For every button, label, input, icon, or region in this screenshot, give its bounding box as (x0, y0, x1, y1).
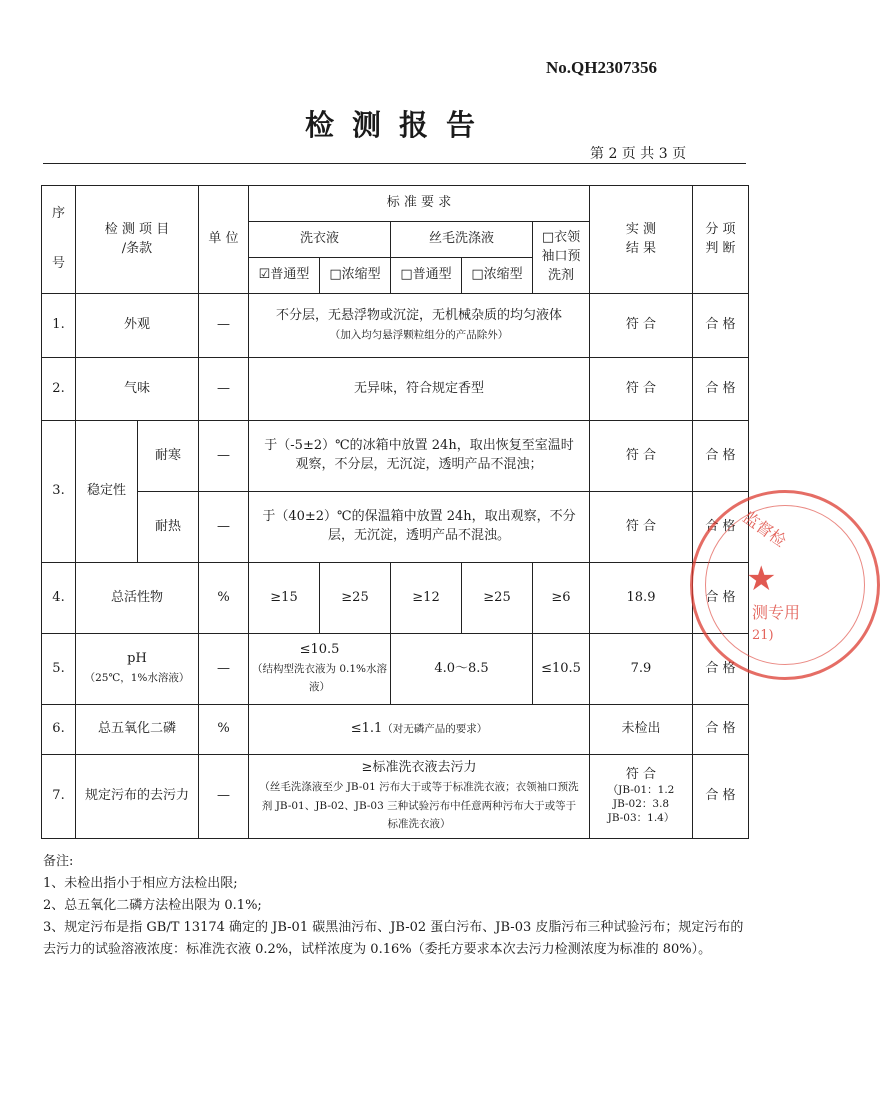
row-subitem-cold: 耐寒 (138, 421, 199, 492)
row-unit: — (199, 492, 249, 563)
page-title: 检测报告 (304, 108, 493, 142)
row-result: 符 合 (590, 294, 693, 358)
row-requirement: ≤1.1（对无磷产品的要求） (249, 705, 590, 755)
row-item: pH （25℃，1%水溶液） (76, 634, 199, 705)
row-item: 规定污布的去污力 (76, 755, 199, 839)
row-requirement-collar: ≤10.5 (533, 634, 590, 705)
row-number: 5. (42, 634, 76, 705)
header-seq: 序 号 (42, 186, 76, 294)
row-result: 7.9 (590, 634, 693, 705)
row-unit: — (199, 755, 249, 839)
row-number: 7. (42, 755, 76, 839)
note-item: 1、未检出指小于相应方法检出限; (43, 876, 238, 891)
row-result: 符 合 (590, 358, 693, 421)
row-judgement: 合 格 (693, 634, 749, 705)
row-requirement: ≥标准洗衣液去污力 （丝毛洗涤液至少 JB-01 污布大于或等于标准洗衣液；衣领袖口预洗剂 JB-01、JB-02、JB-03 三种试验污布中任意两种污布大于或等于标准洗衣液） (249, 755, 590, 839)
header-divider (43, 163, 746, 164)
row-requirement: 于（-5±2）℃的冰箱中放置 24h，取出恢复至室温时观察，不分层，无沉淀，透明产品不混浊； (249, 421, 590, 492)
row-result: 符 合 （JB-01：1.2 JB-02：3.8 JB-03：1.4） (590, 755, 693, 839)
row-unit: — (199, 634, 249, 705)
row-requirement-wool: 4.0～8.5 (391, 634, 533, 705)
header-wool-detergent: 丝毛洗涤液 (391, 222, 533, 258)
row-number: 4. (42, 563, 76, 634)
table-row (42, 755, 749, 839)
row-value-laundry-concentrated: ≥25 (320, 563, 391, 634)
header-standard: 标 准 要 求 (249, 186, 590, 222)
row-value-laundry-normal: ≥15 (249, 563, 320, 634)
header-result: 实 测 结 果 (590, 186, 693, 294)
row-item: 总五氧化二磷 (76, 705, 199, 755)
row-result: 未检出 (590, 705, 693, 755)
row-judgement: 合 格 (693, 705, 749, 755)
report-number: No.QH2307356 (546, 58, 657, 77)
row-item: 外观 (76, 294, 199, 358)
table-row (42, 358, 749, 421)
row-requirement: 不分层，无悬浮物或沉淀，无机械杂质的均匀液体 （加入均匀悬浮颗粒组分的产品除外） (249, 294, 590, 358)
row-result: 符 合 (590, 492, 693, 563)
table-row (42, 492, 749, 563)
row-requirement-laundry: ≤10.5 （结构型洗衣液为 0.1%水溶液） (249, 634, 391, 705)
header-item: 检 测 项 目 /条款 (76, 186, 199, 294)
seal-text-top: 监督检 (739, 507, 790, 551)
header-wool-normal: □普通型 (391, 258, 462, 294)
table-row (42, 563, 749, 634)
header-judgement: 分 项 判 断 (693, 186, 749, 294)
row-number: 3. (42, 421, 76, 563)
seal-text-bottom: 21) (752, 628, 774, 643)
row-subitem-heat: 耐热 (138, 492, 199, 563)
row-judgement: 合 格 (693, 358, 749, 421)
notes-label: 备注: (43, 854, 74, 869)
notes-section (43, 851, 749, 961)
row-item: 稳定性 (76, 421, 138, 563)
row-judgement: 合 格 (693, 294, 749, 358)
row-unit: % (199, 563, 249, 634)
row-result: 18.9 (590, 563, 693, 634)
row-result: 符 合 (590, 421, 693, 492)
table-row (42, 294, 749, 358)
row-number: 2. (42, 358, 76, 421)
row-item: 总活性物 (76, 563, 199, 634)
header-laundry-normal: ☑普通型 (249, 258, 320, 294)
header-laundry-detergent: 洗衣液 (249, 222, 391, 258)
table-row (42, 421, 749, 492)
header-wool-concentrated: □浓缩型 (462, 258, 533, 294)
page-indicator: 第 2 页 共 3 页 (590, 146, 687, 162)
table-row (42, 705, 749, 755)
row-unit: % (199, 705, 249, 755)
header-collar-prewash: □衣领 袖口预 洗剂 (533, 222, 590, 294)
seal-star-icon: ★ (746, 559, 777, 599)
table-row (42, 634, 749, 705)
row-number: 1. (42, 294, 76, 358)
row-item: 气味 (76, 358, 199, 421)
row-judgement: 合 格 (693, 755, 749, 839)
row-number: 6. (42, 705, 76, 755)
row-judgement: 合 格 (693, 421, 749, 492)
row-unit: — (199, 294, 249, 358)
header-laundry-concentrated: □浓缩型 (320, 258, 391, 294)
header-unit: 单 位 (199, 186, 249, 294)
row-requirement: 无异味，符合规定香型 (249, 358, 590, 421)
note-item: 3、规定污布是指 GB/T 13174 确定的 JB-01 碳黑油污布、JB-02 蛋白污布、JB-03 皮脂污布三种试验污布；规定污布的去污力的试验溶液浓度：标准洗衣液 0.2%，试样浓度为 0.16%（委托方要求本次去污力检测浓度为标准的 80%）。 (43, 920, 744, 957)
row-value-wool-concentrated: ≥25 (462, 563, 533, 634)
note-item: 2、总五氧化二磷方法检出限为 0.1%; (43, 898, 262, 913)
row-unit: — (199, 358, 249, 421)
row-value-wool-normal: ≥12 (391, 563, 462, 634)
row-unit: — (199, 421, 249, 492)
row-value-collar: ≥6 (533, 563, 590, 634)
row-judgement: 合 格 (693, 563, 749, 634)
seal-text-middle: 测专用 (752, 603, 801, 622)
row-judgement: 合 格 (693, 492, 749, 563)
official-seal (690, 490, 880, 680)
inspection-table (41, 185, 749, 839)
row-requirement: 于（40±2）℃的保温箱中放置 24h，取出观察，不分层，无沉淀，透明产品不混浊。 (249, 492, 590, 563)
